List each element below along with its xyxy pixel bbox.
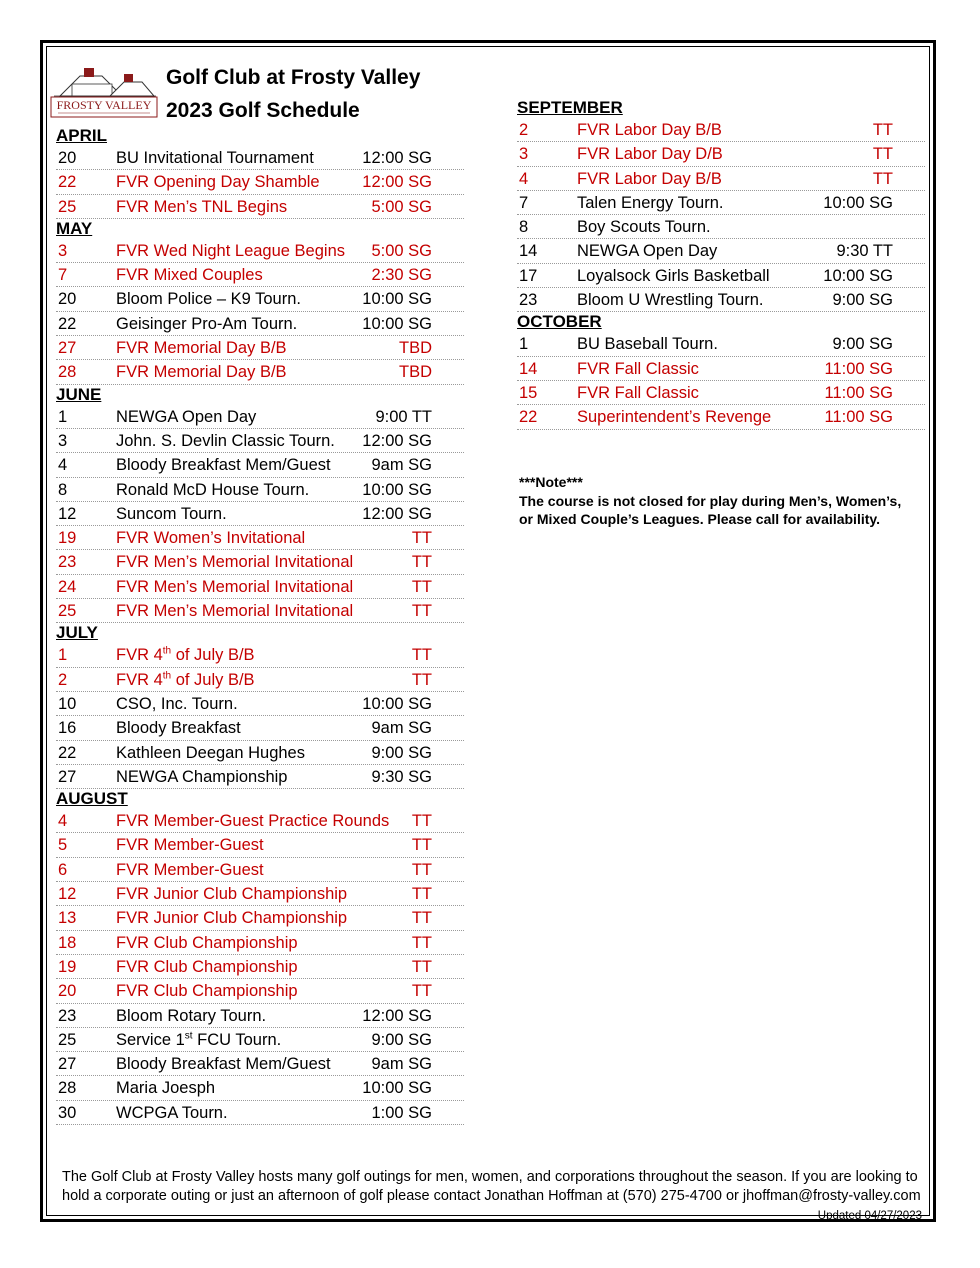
event-name [577, 405, 771, 429]
event-time: 9am SG [371, 456, 432, 475]
event-name-text: Boy Scouts Tourn. [577, 218, 711, 237]
event-date: 2 [58, 670, 68, 689]
event-name-text: Bloom Rotary Tourn. [116, 1006, 267, 1025]
month-heading: JUNE [56, 384, 102, 404]
event-date: 22 [58, 743, 77, 762]
event-time: TT [411, 909, 432, 928]
event-time: 9:30 TT [836, 242, 893, 261]
event-time: TT [872, 121, 893, 139]
event-date: 4 [519, 169, 529, 188]
event-name [577, 264, 770, 288]
event-time: TT [411, 646, 432, 665]
event-name-text: Talen Energy Tourn. [577, 193, 724, 212]
month-heading: AUGUST [56, 789, 128, 809]
event-date: 6 [58, 860, 68, 879]
event-date: 22 [58, 314, 77, 333]
event-name [116, 1004, 266, 1028]
schedule-row [56, 668, 464, 692]
event-name-text: Ronald McD House Tourn. [116, 480, 310, 499]
event-time: TT [411, 933, 432, 952]
event-time: TT [411, 982, 432, 1001]
event-name [116, 906, 347, 930]
event-name [116, 809, 389, 833]
event-name-text: BU Baseball Tourn. [577, 335, 718, 354]
event-time: TT [411, 577, 432, 596]
schedule-row [56, 146, 464, 170]
event-name [116, 668, 255, 692]
event-name-text: NEWGA Open Day [116, 407, 257, 426]
schedule-row [56, 405, 464, 429]
note-heading: ***Note*** [519, 474, 583, 490]
schedule-row [56, 809, 464, 833]
event-date: 19 [58, 957, 77, 976]
schedule-row [56, 170, 464, 194]
event-date: 20 [58, 982, 77, 1001]
event-date: 10 [58, 694, 77, 713]
schedule-row [56, 1028, 464, 1052]
event-name-text: BU Invitational Tournament [116, 149, 314, 167]
event-date: 23 [519, 291, 538, 310]
event-name-text: FVR Member-Guest Practice Rounds [116, 812, 390, 831]
event-time: 10:00 SG [362, 290, 432, 309]
event-time: 1:00 SG [371, 1103, 432, 1122]
event-time: TT [411, 885, 432, 904]
event-name-text: FVR Club Championship [116, 982, 298, 1001]
event-date: 3 [519, 145, 529, 164]
event-date: 8 [58, 480, 68, 499]
event-date: 25 [58, 1030, 77, 1049]
event-name-text: Bloody Breakfast Mem/Guest [116, 456, 331, 475]
schedule-row [56, 195, 464, 219]
schedule-row [56, 312, 464, 336]
event-name-text: Service 1 [116, 1030, 185, 1049]
event-time: 9:00 SG [832, 291, 893, 310]
event-name [116, 833, 264, 857]
schedule-column-left [56, 126, 464, 1125]
event-name-text: FVR 4 [116, 670, 163, 689]
event-name-text-after: of July B/B [171, 670, 255, 689]
event-date: 27 [58, 767, 77, 786]
event-time: 12:00 SG [362, 1006, 432, 1025]
event-time: TBD [399, 363, 432, 382]
event-date: 19 [58, 529, 77, 548]
event-time: TT [411, 860, 432, 879]
event-name-text: FVR Mixed Couples [116, 266, 263, 285]
event-time: 10:00 SG [362, 314, 432, 333]
event-name-text: FVR Fall Classic [577, 383, 699, 402]
event-time: TT [872, 169, 893, 188]
event-name [577, 288, 763, 312]
schedule-row [56, 692, 464, 716]
event-date: 25 [58, 602, 77, 621]
schedule-row [56, 882, 464, 906]
event-date: 5 [58, 836, 68, 855]
event-name-text: NEWGA Open Day [577, 242, 718, 261]
event-date: 22 [58, 173, 77, 192]
schedule-row [56, 360, 464, 384]
event-date: 15 [519, 383, 538, 402]
schedule-row [56, 599, 464, 623]
event-name-text: FVR 4 [116, 646, 163, 665]
event-name [116, 336, 287, 360]
event-name-text: John. S. Devlin Classic Tourn. [116, 431, 335, 450]
schedule-row [517, 215, 925, 239]
event-name [116, 1101, 228, 1125]
event-time: 9am SG [371, 719, 432, 738]
event-name [116, 195, 287, 219]
event-date: 1 [58, 407, 68, 426]
event-date: 24 [58, 577, 77, 596]
updated-date: Updated 04/27/2023 [817, 1210, 922, 1222]
event-date: 3 [58, 431, 68, 450]
event-name-text: Maria Joesph [116, 1079, 216, 1098]
event-name [116, 692, 238, 716]
event-date: 7 [519, 193, 529, 212]
schedule-row [517, 405, 925, 429]
event-name [577, 381, 699, 405]
event-time: 10:00 SG [823, 266, 893, 285]
schedule-row [56, 336, 464, 360]
schedule-row [56, 741, 464, 765]
schedule-row [56, 716, 464, 740]
event-name [116, 716, 241, 740]
schedule-row [56, 478, 464, 502]
event-time: 5:00 SG [371, 241, 432, 260]
event-name [116, 526, 305, 550]
event-date: 4 [58, 812, 68, 831]
schedule-row [517, 264, 925, 288]
schedule-row [56, 239, 464, 263]
event-name-text: FVR Junior Club Championship [116, 909, 348, 928]
event-date: 20 [58, 290, 77, 309]
event-name [116, 550, 353, 574]
event-date: 28 [58, 1079, 77, 1098]
ordinal-suffix: st [184, 1030, 193, 1042]
schedule-row [517, 381, 925, 405]
event-name [116, 1076, 215, 1100]
event-time: 12:00 SG [362, 173, 432, 192]
schedule-row [56, 1076, 464, 1100]
event-name [577, 191, 723, 215]
event-name-text: Superintendent’s Revenge [577, 408, 772, 427]
event-date: 30 [58, 1103, 77, 1122]
event-date: 17 [519, 266, 538, 285]
event-name [116, 360, 287, 384]
event-name [577, 332, 718, 356]
event-name-text: CSO, Inc. Tourn. [116, 694, 238, 713]
event-name [116, 643, 255, 667]
schedule-row [56, 979, 464, 1003]
event-name [116, 312, 297, 336]
event-time: 9:00 SG [832, 335, 893, 354]
event-time: 10:00 SG [362, 694, 432, 713]
event-name-text: FVR Member-Guest [116, 836, 264, 855]
event-name [116, 453, 331, 477]
event-date: 14 [519, 359, 538, 378]
event-name-text: FVR Wed Night League Begins [116, 241, 345, 260]
event-date: 12 [58, 885, 77, 904]
schedule-row [56, 955, 464, 979]
event-date: 13 [58, 909, 77, 928]
schedule-row [56, 526, 464, 550]
event-name [116, 599, 353, 623]
event-name-text: FVR Junior Club Championship [116, 885, 348, 904]
event-name-text: Kathleen Deegan Hughes [116, 743, 305, 762]
note-box [519, 473, 919, 529]
schedule-row [517, 191, 925, 215]
event-name [116, 979, 298, 1003]
event-name-text: Suncom Tourn. [116, 504, 227, 523]
event-name [116, 146, 314, 170]
schedule-row [56, 1052, 464, 1076]
event-date: 4 [58, 456, 68, 475]
event-date: 3 [58, 241, 68, 260]
event-name-text: FVR Labor Day D/B [577, 145, 723, 164]
event-date: 25 [58, 197, 77, 216]
event-time: 11:00 SG [824, 359, 893, 378]
event-time: 9:00 TT [375, 407, 432, 426]
event-date: 18 [58, 933, 77, 952]
event-name [577, 167, 722, 191]
event-time: 10:00 SG [823, 193, 893, 212]
event-name-text: FVR Club Championship [116, 933, 298, 952]
event-time: 5:00 SG [371, 197, 432, 216]
event-date: 16 [58, 719, 77, 738]
event-name [116, 1028, 281, 1052]
event-name-text: FVR Fall Classic [577, 359, 699, 378]
event-name [116, 931, 298, 955]
event-name-text: FVR Member-Guest [116, 860, 264, 879]
event-name-text: FVR Women’s Invitational [116, 529, 306, 548]
event-time: TT [411, 553, 432, 572]
event-name [116, 955, 298, 979]
schedule-row [56, 263, 464, 287]
event-date: 1 [58, 646, 68, 665]
event-date: 27 [58, 1055, 77, 1074]
event-time: TT [872, 145, 893, 164]
event-name-text: Loyalsock Girls Basketball [577, 266, 770, 285]
ordinal-suffix: th [162, 645, 172, 657]
event-name-text: Bloody Breakfast [116, 719, 241, 738]
event-name [116, 429, 335, 453]
event-time: TT [411, 957, 432, 976]
month-heading: APRIL [56, 126, 107, 145]
ordinal-suffix: th [162, 670, 172, 682]
schedule-row [517, 288, 925, 312]
schedule-row [56, 833, 464, 857]
event-date: 14 [519, 242, 538, 261]
event-time: TT [411, 812, 432, 831]
event-time: 11:00 SG [824, 408, 893, 427]
schedule-column-right [517, 98, 925, 430]
event-name-text: FVR Club Championship [116, 957, 298, 976]
event-name-text: FVR Men’s Memorial Invitational [116, 602, 354, 621]
event-name [116, 858, 264, 882]
event-name [577, 357, 699, 381]
schedule-row [517, 167, 925, 191]
event-name [116, 239, 345, 263]
frosty-valley-logo [50, 62, 158, 120]
note-text: The course is not closed for play during Men’s, Women’s, or Mixed Couple’s Leagues. Please call for availability. [519, 492, 902, 527]
event-date: 12 [58, 504, 77, 523]
event-date: 27 [58, 339, 77, 358]
schedule-row [517, 142, 925, 166]
event-name-text: Bloom Police – K9 Tourn. [116, 290, 301, 309]
schedule-row [56, 575, 464, 599]
event-name [116, 765, 288, 789]
event-time: 9:00 SG [371, 1030, 432, 1049]
event-date: 1 [519, 335, 529, 354]
event-name [116, 575, 353, 599]
event-name [116, 882, 347, 906]
schedule-row [56, 906, 464, 930]
event-name [116, 502, 227, 526]
schedule-row [517, 357, 925, 381]
event-time: 2:30 SG [371, 266, 432, 285]
event-name-text: FVR Memorial Day B/B [116, 339, 287, 358]
event-time: 11:00 SG [824, 383, 893, 402]
event-name-text: FVR Opening Day Shamble [116, 173, 320, 192]
event-date: 28 [58, 363, 77, 382]
event-name-text: FVR Men’s TNL Begins [116, 197, 288, 216]
schedule-row [56, 550, 464, 574]
event-name [116, 1052, 331, 1076]
event-date: 23 [58, 1006, 77, 1025]
event-time: 9:30 SG [371, 767, 432, 786]
event-date: 20 [58, 149, 77, 167]
event-time: TT [411, 836, 432, 855]
schedule-row [517, 332, 925, 356]
event-time: TBD [399, 339, 432, 358]
schedule-row [56, 287, 464, 311]
event-time: TT [411, 602, 432, 621]
event-date: 23 [58, 553, 77, 572]
event-time: TT [411, 529, 432, 548]
event-name-text: Geisinger Pro-Am Tourn. [116, 314, 298, 333]
event-name-text: FVR Memorial Day B/B [116, 363, 287, 382]
schedule-row [56, 1101, 464, 1125]
event-time: 10:00 SG [362, 480, 432, 499]
event-time: 10:00 SG [362, 1079, 432, 1098]
event-name-text: WCPGA Tourn. [116, 1103, 228, 1122]
schedule-row [56, 858, 464, 882]
event-time: 12:00 SG [362, 431, 432, 450]
month-heading: MAY [56, 218, 93, 238]
schedule-row [517, 239, 925, 263]
schedule-row [56, 931, 464, 955]
schedule-row [517, 118, 925, 142]
event-time: 9am SG [371, 1055, 432, 1074]
schedule-row [56, 765, 464, 789]
schedule-row [56, 453, 464, 477]
event-name [116, 405, 256, 429]
event-name [116, 170, 320, 194]
event-name-text: Bloody Breakfast Mem/Guest [116, 1055, 331, 1074]
month-heading: JULY [56, 623, 98, 643]
event-name-text: FVR Men’s Memorial Invitational [116, 553, 354, 572]
event-date: 8 [519, 218, 529, 237]
logo-text: FROSTY VALLEY [56, 98, 152, 112]
page-title: Golf Club at Frosty Valley [166, 66, 421, 89]
schedule-row [56, 502, 464, 526]
schedule-row [56, 643, 464, 667]
event-name-text: FVR Labor Day B/B [577, 169, 722, 188]
schedule-title: 2023 Golf Schedule [166, 99, 360, 122]
event-name [577, 142, 723, 166]
event-name [577, 239, 717, 263]
event-date: 22 [519, 408, 538, 427]
event-date: 2 [519, 121, 529, 139]
footer-text: The Golf Club at Frosty Valley hosts many golf outings for men, women, and corporations throughout the season. If you are looking to hold a corporate outing or just an afternoon of golf please contact Jonathan Hoffman at (570) 275-4700 or jhoffman@frosty-valley.com [62, 1169, 921, 1204]
month-heading: OCTOBER [517, 312, 602, 332]
schedule-row [56, 1004, 464, 1028]
event-name [116, 263, 263, 287]
month-heading: SEPTEMBER [517, 98, 623, 117]
event-name [116, 478, 309, 502]
event-name-text: FVR Labor Day B/B [577, 121, 722, 139]
event-time: 12:00 SG [362, 149, 432, 167]
event-name-text: FVR Men’s Memorial Invitational [116, 577, 354, 596]
schedule-row [56, 429, 464, 453]
event-time: TT [411, 670, 432, 689]
event-name-text: Bloom U Wrestling Tourn. [577, 291, 764, 310]
event-time: 12:00 SG [362, 504, 432, 523]
event-name-text-after: FCU Tourn. [192, 1030, 282, 1049]
event-name [116, 287, 301, 311]
event-name-text-after: of July B/B [171, 646, 255, 665]
event-name [577, 215, 711, 239]
event-time: 9:00 SG [371, 743, 432, 762]
event-name-text: NEWGA Championship [116, 767, 288, 786]
event-name [577, 118, 722, 142]
event-name [116, 741, 305, 765]
event-date: 7 [58, 266, 68, 285]
